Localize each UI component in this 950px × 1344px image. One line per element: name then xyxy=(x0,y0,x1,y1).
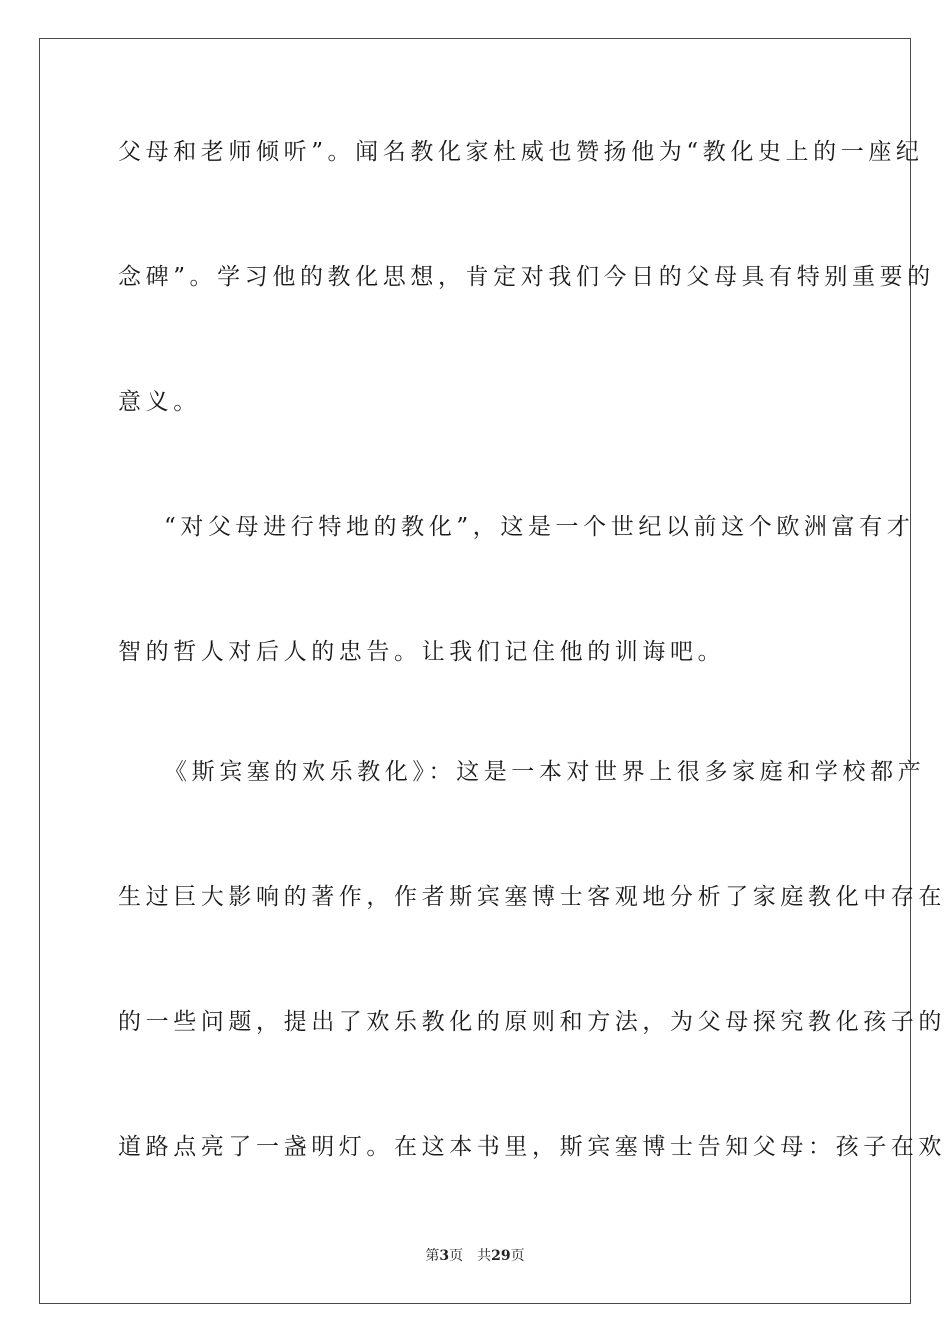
body-text-line: 《斯宾塞的欢乐教化》：这是一本对世界上很多家庭和学校都产 xyxy=(164,759,926,785)
total-pages: 29 xyxy=(491,1248,511,1264)
body-text-line: “对父母进行特地的教化”，这是一个世纪以前这个欧洲富有才 xyxy=(164,514,915,540)
body-text-line: 智的哲人对后人的忠告。让我们记住他的训诲吧。 xyxy=(118,639,726,665)
page-suffix: 页 xyxy=(449,1248,464,1264)
body-text-line: 道路点亮了一盏明灯。在这本书里，斯宾塞博士告知父母：孩子在欢 xyxy=(118,1134,946,1160)
body-text-line: 念碑”。学习他的教化思想，肯定对我们今日的父母具有特别重要的 xyxy=(118,264,935,290)
body-text-line: 意义。 xyxy=(118,389,201,415)
body-text-line: 生过巨大影响的著作，作者斯宾塞博士客观地分析了家庭教化中存在 xyxy=(118,884,946,910)
page-prefix: 第 xyxy=(425,1248,440,1264)
total-suffix: 页 xyxy=(510,1248,525,1264)
total-prefix: 共 xyxy=(477,1248,492,1264)
page-border xyxy=(39,38,946,1304)
body-text-line: 的一些问题，提出了欢乐教化的原则和方法，为父母探究教化孩子的 xyxy=(118,1009,946,1035)
body-text-line: 父母和老师倾听”。闻名教化家杜威也赞扬他为“教化史上的一座纪 xyxy=(118,139,924,165)
page-footer xyxy=(0,1246,950,1266)
page-number: 3 xyxy=(439,1248,450,1264)
